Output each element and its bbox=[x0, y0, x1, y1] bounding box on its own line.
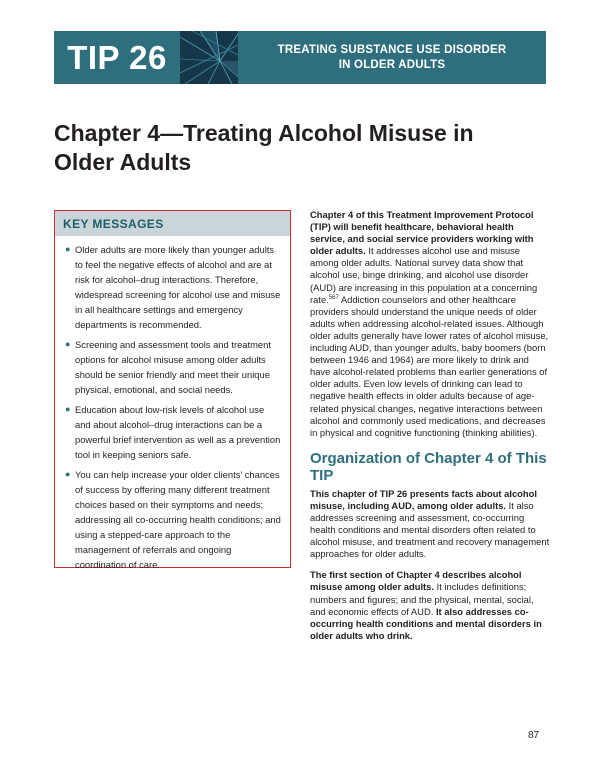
bullet-icon: ● bbox=[65, 469, 71, 479]
key-message-text: Education about low-risk levels of alcohol use and about alcohol–drug interactions can be a powerful brief intervention as well as a prevention tool in keeping seniors safe. bbox=[75, 404, 281, 460]
key-message-text: Older adults are more likely than younger adults to feel the negative effects of alcohol and are at risk for alcohol–drug interactions. Therefore, widespread screening for alcohol use and misuse in all healthcare settings and emergency departments is recommended. bbox=[75, 244, 281, 330]
tip-label: TIP 26 bbox=[54, 31, 180, 84]
chapter-title: Chapter 4—Treating Alcohol Misuse in Older Adults bbox=[54, 120, 474, 175]
intro-text-2: Addiction counselors and other healthcare providers should understand the unique needs of older adults when addressing alcohol-related issues. Although older adults generally have lower rates of alcohol misuse, including AUD, than younger adults, baby boomers (born between 1946 and 1964) are more likely to drink and have alcohol-related problems than earlier generations of older adults. Even low levels of drinking can lead to negative health effects in older adults because of age-related physical changes, negative interactions between alcohol and commonly used medications, and decreases in physical and cognitive functioning (thinking abilities). bbox=[310, 293, 549, 438]
bullet-icon: ● bbox=[65, 244, 71, 254]
bullet-icon: ● bbox=[65, 404, 71, 414]
starburst-graphic bbox=[180, 31, 238, 84]
header-decorative-art bbox=[180, 31, 238, 84]
key-message-text: Screening and assessment tools and treatment options for alcohol misuse among older adults should be senior friendly and meet their unique physical, emotional, and social needs. bbox=[75, 339, 271, 395]
key-message-item bbox=[63, 467, 282, 572]
intro-text-1: It addresses alcohol use and misuse among older adults. National survey data show that alcohol use, binge drinking, and alcohol use disorder (AUD) are increasing in this population at a concerning rate. bbox=[310, 245, 538, 305]
intro-bold: Chapter 4 of this Treatment Improvement Protocol (TIP) will benefit healthcare, behavioral health service, and social service providers working with older adults. bbox=[310, 209, 534, 257]
page-number: 87 bbox=[528, 730, 540, 741]
intro-reference: 567 bbox=[328, 294, 339, 301]
organization-p2-text: It includes definitions; numbers and figures; and the physical, mental, social, and economic effects of AUD. bbox=[310, 581, 534, 617]
organization-paragraph-2 bbox=[310, 569, 550, 642]
organization-p2-bold-2: It also addresses co-occurring health conditions and mental disorders in older adults who drink. bbox=[310, 605, 542, 641]
organization-p2-bold: The first section of Chapter 4 describes alcohol misuse among older adults. bbox=[310, 569, 522, 593]
organization-heading: Organization of Chapter 4 of This TIP bbox=[310, 449, 547, 484]
organization-p1-bold: This chapter of TIP 26 presents facts about alcohol misuse, including AUD, among older adults. bbox=[310, 487, 537, 511]
key-message-item bbox=[63, 402, 282, 462]
key-messages-heading: KEY MESSAGES bbox=[55, 211, 290, 236]
header-banner bbox=[238, 31, 546, 84]
header-title-line2: IN OLDER ADULTS bbox=[338, 58, 446, 71]
key-message-item bbox=[63, 242, 282, 332]
intro-paragraph bbox=[310, 209, 550, 439]
main-text-column bbox=[310, 209, 550, 642]
organization-paragraph-1 bbox=[310, 488, 550, 561]
key-message-text: You can help increase your older clients’ chances of success by offering many different treatment choices based on their symptoms and needs; addressing all co-occurring health conditions; and using a stepped-care approach to the management of referrals and ongoing coordination of care. bbox=[75, 469, 281, 570]
key-messages-box bbox=[54, 210, 291, 568]
organization-p1-text: It also addresses screening and assessment, co-occurring health conditions and mental disorders often related to alcohol misuse, and treatment and recovery management approaches for older adults. bbox=[310, 499, 550, 560]
key-message-item bbox=[63, 337, 282, 397]
bullet-icon: ● bbox=[65, 339, 71, 349]
header-title-line1: TREATING SUBSTANCE USE DISORDER bbox=[277, 43, 507, 56]
key-messages-list bbox=[55, 236, 290, 572]
